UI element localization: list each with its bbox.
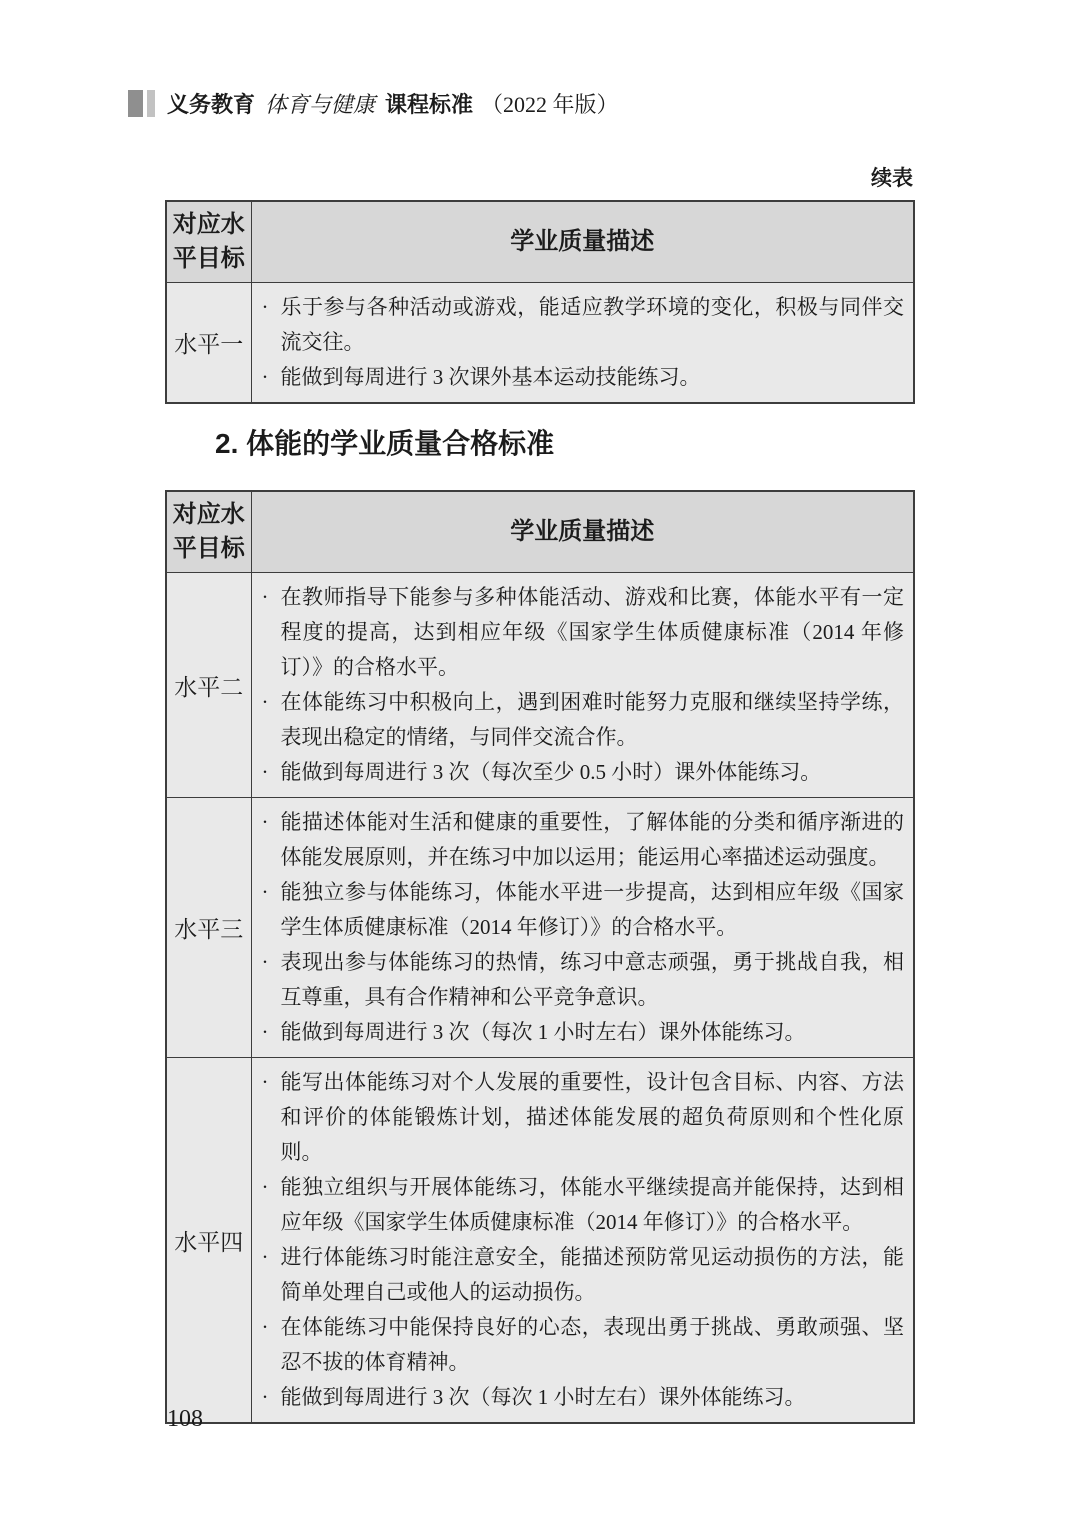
bullet-marker: ·: [261, 1020, 269, 1044]
col-header-description: 学业质量描述: [251, 491, 914, 573]
bullet-text: 能描述体能对生活和健康的重要性，了解体能的分类和循序渐进的体能发展原则，并在练习中加以运用；能运用心率描述运动强度。: [280, 810, 904, 869]
header-series: 义务教育: [167, 92, 256, 117]
table-header-row: [166, 201, 914, 283]
table-row: [166, 798, 914, 1058]
bullet-item: [262, 580, 905, 685]
bullet-text: 能做到每周进行 3 次（每次 1 小时左右）课外体能练习。: [280, 1385, 806, 1409]
bullet-text: 在体能练习中积极向上，遇到困难时能努力克服和继续坚持学练，表现出稳定的情绪，与同伴交流合作。: [280, 690, 904, 749]
table-row: [166, 1058, 914, 1424]
bullet-text: 表现出参与体能练习的热情，练习中意志顽强，勇于挑战自我，相互尊重，具有合作精神和公平竞争意识。: [280, 950, 904, 1009]
quality-table-1: [165, 200, 915, 404]
level-cell: 水平二: [166, 573, 251, 798]
description-cell: [251, 573, 914, 798]
bullet-text: 在教师指导下能参与多种体能活动、游戏和比赛，体能水平有一定程度的提高，达到相应年级《国家学生体质健康标准（2014 年修订）》的合格水平。: [280, 585, 904, 679]
level-cell: 水平一: [166, 283, 251, 404]
header-edition: （2022 年版）: [481, 92, 619, 117]
description-cell: [251, 798, 914, 1058]
bullet-item: [262, 1170, 905, 1240]
bullet-item: [262, 875, 905, 945]
bullet-text: 进行体能练习时能注意安全，能描述预防常见运动损伤的方法，能简单处理自己或他人的运动损伤。: [280, 1245, 904, 1304]
bullet-marker: ·: [261, 690, 269, 714]
bullet-item: [262, 1240, 905, 1310]
bullet-item: [262, 1310, 905, 1380]
bullet-text: 能做到每周进行 3 次（每次至少 0.5 小时）课外体能练习。: [280, 760, 822, 784]
bullet-item: [262, 1065, 905, 1170]
header-bar-light: [147, 90, 155, 117]
bullet-item: [262, 360, 905, 395]
table-row: [166, 573, 914, 798]
bullet-marker: ·: [261, 295, 269, 319]
bullet-marker: ·: [261, 1385, 269, 1409]
description-cell: [251, 283, 914, 404]
level-cell: 水平四: [166, 1058, 251, 1424]
bullet-marker: ·: [261, 1070, 269, 1094]
bullet-text: 能做到每周进行 3 次课外基本运动技能练习。: [280, 365, 701, 389]
bullet-item: [262, 290, 905, 360]
bullet-item: [262, 1015, 905, 1050]
col-header-description: 学业质量描述: [251, 201, 914, 283]
bullet-marker: ·: [261, 365, 269, 389]
table-header-row: [166, 491, 914, 573]
bullet-marker: ·: [261, 1245, 269, 1269]
col-header-level: 对应水平目标: [166, 201, 251, 283]
bullet-item: [262, 945, 905, 1015]
bullet-item: [262, 755, 905, 790]
running-head: [128, 88, 619, 119]
bullet-item: [262, 1380, 905, 1415]
bullet-marker: ·: [261, 760, 269, 784]
bullet-item: [262, 685, 905, 755]
bullet-marker: ·: [261, 810, 269, 834]
bullet-text: 能做到每周进行 3 次（每次 1 小时左右）课外体能练习。: [280, 1020, 806, 1044]
level-cell: 水平三: [166, 798, 251, 1058]
bullet-text: 在体能练习中能保持良好的心态，表现出勇于挑战、勇敢顽强、坚忍不拔的体育精神。: [280, 1315, 904, 1374]
header-label: 课程标准: [385, 92, 474, 117]
table-row: [166, 283, 914, 404]
bullet-marker: ·: [261, 950, 269, 974]
header-bar-dark: [128, 90, 143, 117]
quality-table-2: [165, 490, 915, 1424]
bullet-marker: ·: [261, 585, 269, 609]
bullet-text: 能独立参与体能练习，体能水平进一步提高，达到相应年级《国家学生体质健康标准（2014 年修订）》的合格水平。: [280, 880, 904, 939]
bullet-text: 能写出体能练习对个人发展的重要性，设计包含目标、内容、方法和评价的体能锻炼计划，描述体能发展的超负荷原则和个性化原则。: [280, 1070, 904, 1164]
section-heading: 2. 体能的学业质量合格标准: [215, 428, 555, 459]
bullet-item: [262, 805, 905, 875]
header-subject: 体育与健康: [265, 92, 376, 117]
col-header-level: 对应水平目标: [166, 491, 251, 573]
bullet-text: 乐于参与各种活动或游戏，能适应教学环境的变化，积极与同伴交流交往。: [280, 295, 904, 354]
description-cell: [251, 1058, 914, 1424]
header-bars-icon: [128, 90, 155, 117]
bullet-marker: ·: [261, 1175, 269, 1199]
page-number: 108: [167, 1406, 203, 1432]
bullet-text: 能独立组织与开展体能练习，体能水平继续提高并能保持，达到相应年级《国家学生体质健康标准（2014 年修订）》的合格水平。: [280, 1175, 904, 1234]
bullet-marker: ·: [261, 1315, 269, 1339]
bullet-marker: ·: [261, 880, 269, 904]
continued-table-label: 续表: [871, 167, 913, 190]
